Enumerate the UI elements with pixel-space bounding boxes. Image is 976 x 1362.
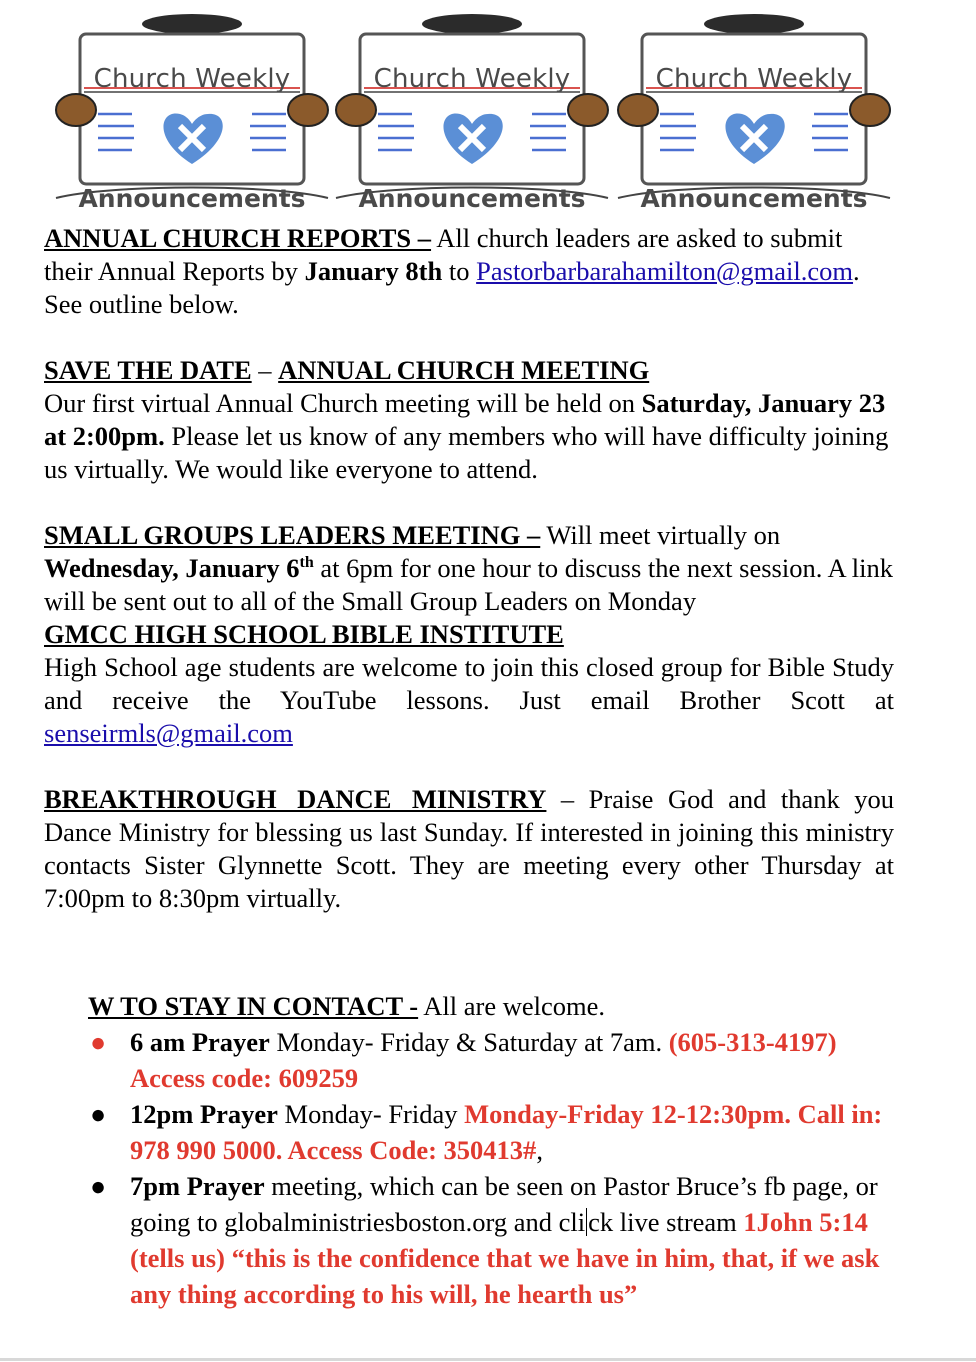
logo-caption: Announcements (78, 184, 306, 213)
dance-ministry-text: – Praise God and thank you Dance Ministry for blessing us last Sunday. If interested in joining this ministry contacts Sister Glynnette Scott. They are meeting every other Thursday at 7:00pm to 8:30pm virtually. (44, 784, 894, 913)
annual-reports-text: to (442, 256, 477, 286)
prayer-list (88, 1024, 908, 1312)
small-groups-text: Will meet virtually on (540, 520, 781, 550)
prayer-schedule: meeting, which can be seen on Pastor Bruce’s fb page, or going to globalministriesboston.org and cli (130, 1171, 878, 1237)
meeting-date: Saturday, January 23 at 2:00pm. (44, 388, 886, 451)
church-weekly-logo (332, 14, 612, 214)
bible-institute-heading: GMCC HIGH SCHOOL BIBLE INSTITUTE (44, 619, 564, 649)
annual-reports-text: All church leaders are asked to submit their Annual Reports by (44, 223, 843, 286)
annual-meeting-heading: ANNUAL CHURCH MEETING (278, 355, 650, 385)
annual-reports-deadline: January 8th (304, 256, 443, 286)
bullet-icon: ● (89, 1099, 106, 1129)
annual-reports-heading: ANNUAL CHURCH REPORTS – (44, 223, 432, 253)
prayer-tail: , (536, 1135, 543, 1165)
bible-institute-paragraph (44, 651, 894, 750)
pastor-email-link[interactable]: Pastorbarbarahamilton@gmail.com (476, 256, 854, 286)
small-groups-text: at 6pm for one hour to discuss the next session. A link will be sent out to all of the Small Group Leaders on Monday (44, 553, 894, 616)
small-groups-heading: SMALL GROUPS LEADERS MEETING – (44, 520, 541, 550)
logo-title: Church Weekly (373, 64, 571, 94)
list-item (88, 1024, 908, 1096)
announcements-body (44, 222, 894, 915)
prayer-call-info: Monday-Friday 12-12:30pm. Call in: 978 990 5000. Access Code: 350413# (130, 1099, 883, 1165)
bible-institute-text: High School age students are welcome to join this closed group for Bible Study and receive the YouTube lessons. Just email Brother Scott at (44, 652, 894, 715)
contact-text: All are welcome. (418, 991, 606, 1021)
bullet-icon: ● (89, 1171, 106, 1201)
announcements-banner (0, 0, 976, 220)
annual-reports-text: . See outline below. (44, 256, 860, 319)
prayer-title: 12pm Prayer (130, 1099, 278, 1129)
meeting-text: Please let us know of any members who will have difficulty joining us virtually. We would like everyone to attend. (44, 421, 889, 484)
prayer-schedule: ck live stream (588, 1207, 744, 1237)
save-the-date-heading: SAVE THE DATE (44, 355, 252, 385)
stay-in-contact-section (88, 988, 908, 1312)
logo-caption: Announcements (640, 184, 868, 213)
bible-institute-heading-line (44, 618, 894, 651)
text-cursor (586, 1208, 587, 1236)
prayer-title: 6 am Prayer (130, 1027, 270, 1057)
list-item (88, 1168, 908, 1312)
list-item (88, 1096, 908, 1168)
meeting-text: Our first virtual Annual Church meeting will be held on (44, 388, 642, 418)
prayer-title: 7pm Prayer (130, 1171, 265, 1201)
prayer-schedule: Monday- Friday & Saturday at 7am. (269, 1027, 669, 1057)
prayer-call-info: (605-313-4197) Access code: 609259 (130, 1027, 837, 1093)
contact-heading-line (88, 988, 908, 1024)
dance-ministry-heading: BREAKTHROUGH DANCE MINISTRY (44, 784, 547, 814)
church-weekly-logo (614, 14, 894, 214)
logo-title: Church Weekly (93, 64, 291, 94)
dance-ministry-paragraph (44, 783, 894, 915)
scripture-quote: 1John 5:14 (tells us) “this is the confidence that we have in him, that, if we ask any thing according to his will, he hearth us” (130, 1207, 880, 1309)
annual-reports-paragraph (44, 222, 894, 321)
save-the-date-heading-line (44, 354, 894, 387)
save-the-date-paragraph (44, 387, 894, 486)
small-groups-paragraph (44, 519, 894, 618)
heading-separator: – (251, 355, 279, 385)
contact-heading: W TO STAY IN CONTACT - (88, 991, 419, 1021)
prayer-schedule: Monday- Friday (277, 1099, 465, 1129)
bullet-icon: ● (89, 1027, 106, 1057)
small-groups-date: Wednesday, January 6th (44, 553, 314, 583)
logo-title: Church Weekly (655, 64, 853, 94)
page-edge (0, 1358, 976, 1361)
brother-scott-email-link[interactable]: senseirmls@gmail.com (44, 718, 293, 748)
logo-caption: Announcements (358, 184, 586, 213)
church-weekly-logo (52, 14, 332, 214)
